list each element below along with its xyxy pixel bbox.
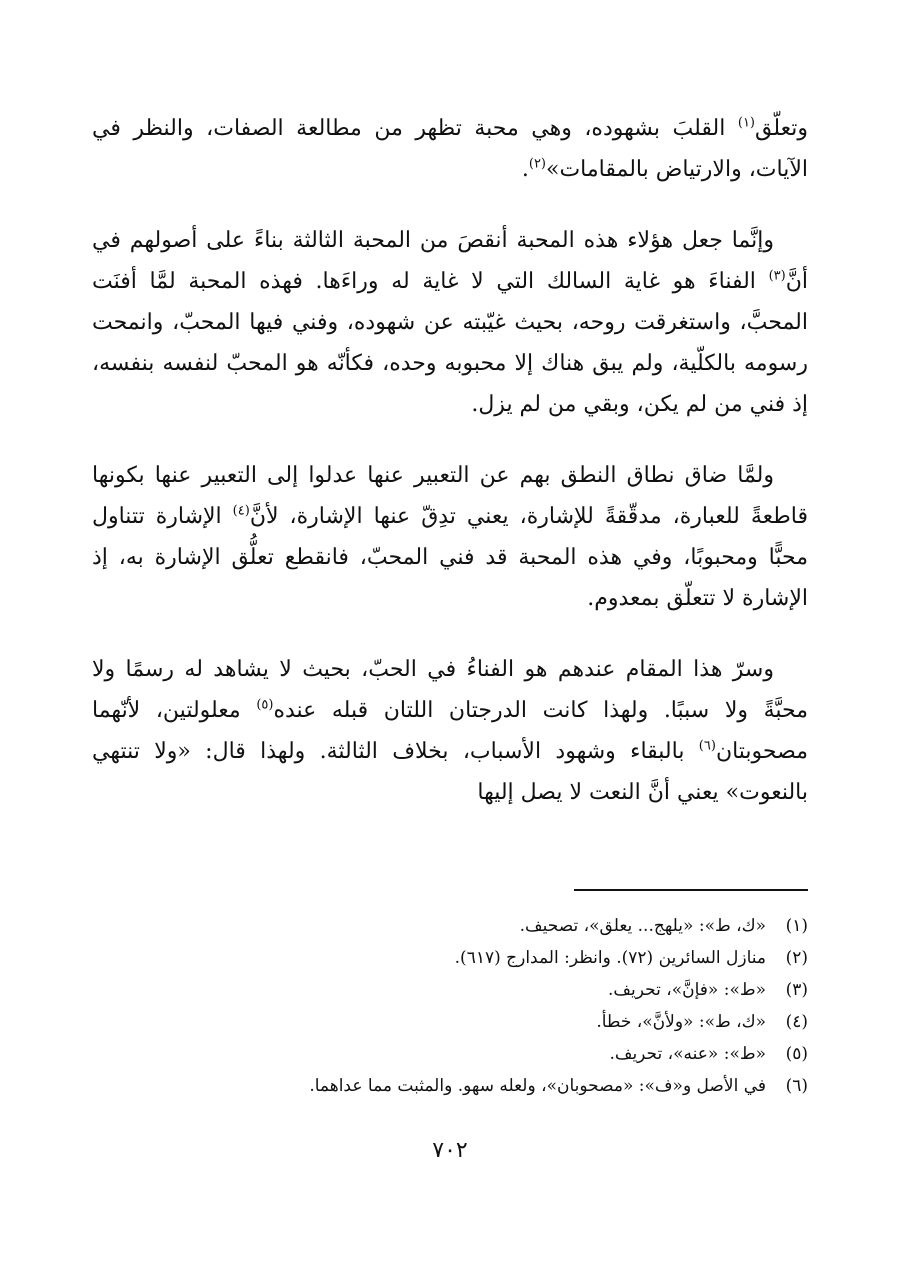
footnote-number: (٥) [785, 1044, 808, 1064]
page-number: ٧٠٢ [432, 1138, 468, 1163]
paragraph-text: وسرّ هذا المقام عندهم هو الفناءُ في الحبّ، بحيث لا يشاهد له رسمًا ولا محبَّةً ولا سببًا. ولهذا كانت الدرجتان اللتان قبله عنده [92, 657, 809, 723]
footnote-text: في الأصل و«ف»: «مصحوبان»، ولعله سهو. والمثبت مما عداهما. [309, 1076, 766, 1096]
paragraph-2 [92, 220, 808, 425]
footnote-text: «ك، ط»: «يلهج... يعلق»، تصحيف. [519, 916, 766, 936]
footnote-text: «ط»: «فإنَّ»، تحريف. [608, 980, 766, 1000]
paragraph-text: وإنَّما جعل هؤلاء هذه المحبة أنقصَ من المحبة الثالثة بناءً على أصولهم في أنَّ [92, 228, 808, 294]
paragraph-text: وتعلّق [755, 116, 808, 141]
paragraph-1 [92, 108, 808, 190]
paragraph-text: الإشارة تتناول محبًّا ومحبوبًا، وفي هذه المحبة قد فني المحبّ، فانقطع تعلُّق الإشارة به، إذ الإشارة لا تتعلّق بمعدوم. [92, 504, 808, 611]
footnote-marker: (٣) [768, 268, 786, 284]
footnote-6 [92, 1070, 808, 1102]
footnote-number: (٦) [785, 1076, 808, 1096]
footnote-2 [92, 942, 808, 974]
footnote-4 [92, 1006, 808, 1038]
footnote-3 [92, 974, 808, 1006]
paragraph-text: القلبَ بشهوده، وهي محبة تظهر من مطالعة الصفات، والنظر في الآيات، والارتياض بالمقامات» [92, 116, 808, 182]
body-text [92, 108, 808, 813]
footnote-text: «ك، ط»: «ولأنَّ»، خطأ. [596, 1012, 766, 1032]
paragraph-text: الفناءَ هو غاية السالك التي لا غاية له وراءَها. فهذه المحبة لمَّا أفنَت المحبَّ، واستغرقت روحه، بحيث غيّبته عن شهوده، وفني فيها المحبّ، وانمحت رسومه بالكلّية، ولم يبق هناك إلا محبوبه وحده، فكأنّه هو المحبّ لنفسه بنفسه، إذ فني من لم يكن، وبقي من لم يزل. [92, 269, 808, 417]
book-page [92, 108, 808, 843]
footnotes-list [92, 910, 808, 1102]
footnote-marker: (٢) [528, 156, 546, 172]
footnote-number: (١) [785, 916, 808, 936]
footnote-text: منازل السائرين (٧٢). وانظر: المدارج (٦١٧). [454, 948, 766, 968]
paragraph-text: ولمَّا ضاق نطاق النطق بهم عن التعبير عنها عدلوا إلى التعبير عنها بكونها قاطعةً للعبارة، مدقّقةً للإشارة، يعني تدِقّ عنها الإشارة، لأنَّ [92, 463, 808, 529]
footnote-text: «ط»: «عنه»، تحريف. [609, 1044, 766, 1064]
footnote-marker: (٦) [698, 738, 716, 754]
footnote-number: (٣) [785, 980, 808, 1000]
footnote-marker: (٤) [232, 503, 250, 519]
paragraph-3 [92, 455, 808, 619]
footnote-number: (٤) [785, 1012, 808, 1032]
footnote-5 [92, 1038, 808, 1070]
paragraph-text: بالبقاء وشهود الأسباب، بخلاف الثالثة. ولهذا قال: «ولا تنتهي بالنعوت» يعني أنَّ النعت لا يصل إليها [92, 739, 808, 805]
footnote-1 [92, 910, 808, 942]
footnote-separator [574, 889, 808, 891]
paragraph-4 [92, 649, 808, 813]
paragraph-text: . [521, 157, 529, 182]
paragraph-text: معلولتين، لأنّهما مصحوبتان [92, 698, 808, 764]
footnote-marker: (١) [737, 115, 755, 131]
footnote-number: (٢) [785, 948, 808, 968]
footnote-marker: (٥) [256, 697, 274, 713]
